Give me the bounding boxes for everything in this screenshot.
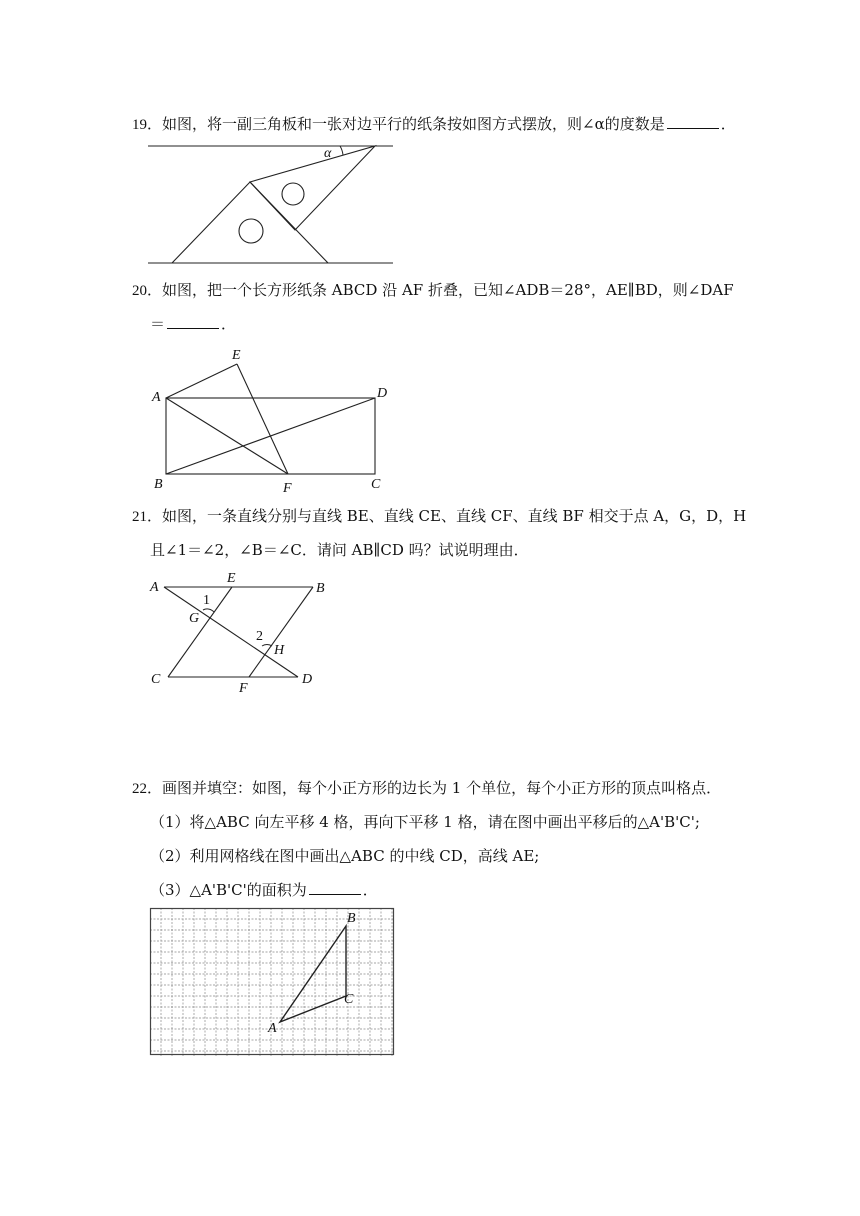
label-A: A: [152, 390, 161, 405]
line-AD: [164, 587, 298, 677]
label-1: 1: [203, 593, 210, 608]
problem-22-sub1: [150, 812, 700, 832]
label-A: A: [150, 580, 159, 595]
subquestion-text: （2）利用网格线在图中画出△ABC 的中线 CD，高线 AE;: [150, 847, 540, 865]
problem-text: 如图，把一个长方形纸条 ABCD 沿 AF 折叠，已知∠ADB＝28°，AE∥BD，则∠DAF: [162, 281, 734, 299]
problem-number: 21．: [132, 509, 163, 525]
label-E: E: [227, 571, 236, 586]
figure-22-grid: [150, 908, 394, 1056]
problem-22-sub2: [150, 846, 539, 866]
segment-AE: [166, 364, 237, 398]
subquestion-text: （3）△A'B'C'的面积为: [150, 881, 307, 899]
label-F: F: [239, 681, 248, 696]
alpha-arc: [340, 146, 343, 155]
label-C: C: [344, 992, 354, 1007]
label-F: F: [283, 481, 292, 496]
set-square-30-60: [250, 146, 375, 230]
problem-text: 如图，一条直线分别与直线 BE、直线 CE、直线 CF、直线 BF 相交于点 A，G，D，H: [162, 507, 747, 525]
label-E: E: [232, 348, 241, 363]
label-B: B: [347, 911, 356, 926]
angle-1-arc: [203, 609, 214, 612]
answer-blank[interactable]: [167, 314, 219, 329]
equals-sign: ＝: [150, 315, 166, 333]
problem-text: 画图并填空：如图，每个小正方形的边长为 1 个单位，每个小正方形的顶点叫格点．: [162, 779, 722, 797]
problem-text: 如图，将一副三角板和一张对边平行的纸条按如图方式摆放，则∠α的度数是: [162, 115, 665, 133]
label-G: G: [189, 611, 200, 626]
label-2: 2: [256, 629, 263, 644]
problem-19-text: [132, 114, 736, 135]
problem-number: 19．: [132, 117, 163, 133]
problem-21-line1: [132, 506, 746, 527]
problem-22-line1: [132, 778, 721, 799]
problem-number: 22．: [132, 781, 163, 797]
figure-21: [146, 570, 336, 698]
angle-2-arc: [262, 644, 272, 646]
line-EC: [168, 587, 232, 677]
label-H: H: [274, 643, 285, 658]
figure-20: [148, 342, 398, 494]
subquestion-text: （1）将△ABC 向左平移 4 格，再向下平移 1 格，请在图中画出平移后的△A'B'C';: [150, 813, 700, 831]
label-C: C: [371, 477, 381, 492]
problem-20-line2: [150, 314, 236, 334]
problem-number: 20．: [132, 283, 163, 299]
punctuation: ．: [221, 315, 237, 333]
set-square-45: [172, 182, 328, 263]
figure-19: [140, 138, 400, 268]
problem-22-sub3: [150, 880, 378, 900]
set-square-hole: [239, 219, 263, 243]
alpha-label: α: [324, 146, 332, 161]
problem-20-line1: [132, 280, 734, 301]
label-D: D: [377, 386, 388, 401]
answer-blank[interactable]: [667, 114, 719, 129]
label-C: C: [151, 672, 161, 687]
label-A: A: [268, 1021, 277, 1036]
label-B: B: [316, 581, 325, 596]
problem-21-line2: [150, 540, 529, 560]
punctuation: ．: [362, 881, 378, 899]
answer-blank[interactable]: [309, 880, 361, 895]
label-D: D: [302, 672, 313, 687]
punctuation: ．: [720, 115, 736, 133]
problem-text: 且∠1＝∠2，∠B＝∠C．请问 AB∥CD 吗？试说明理由．: [150, 541, 529, 559]
label-B: B: [154, 477, 163, 492]
set-square-hole: [282, 183, 304, 205]
